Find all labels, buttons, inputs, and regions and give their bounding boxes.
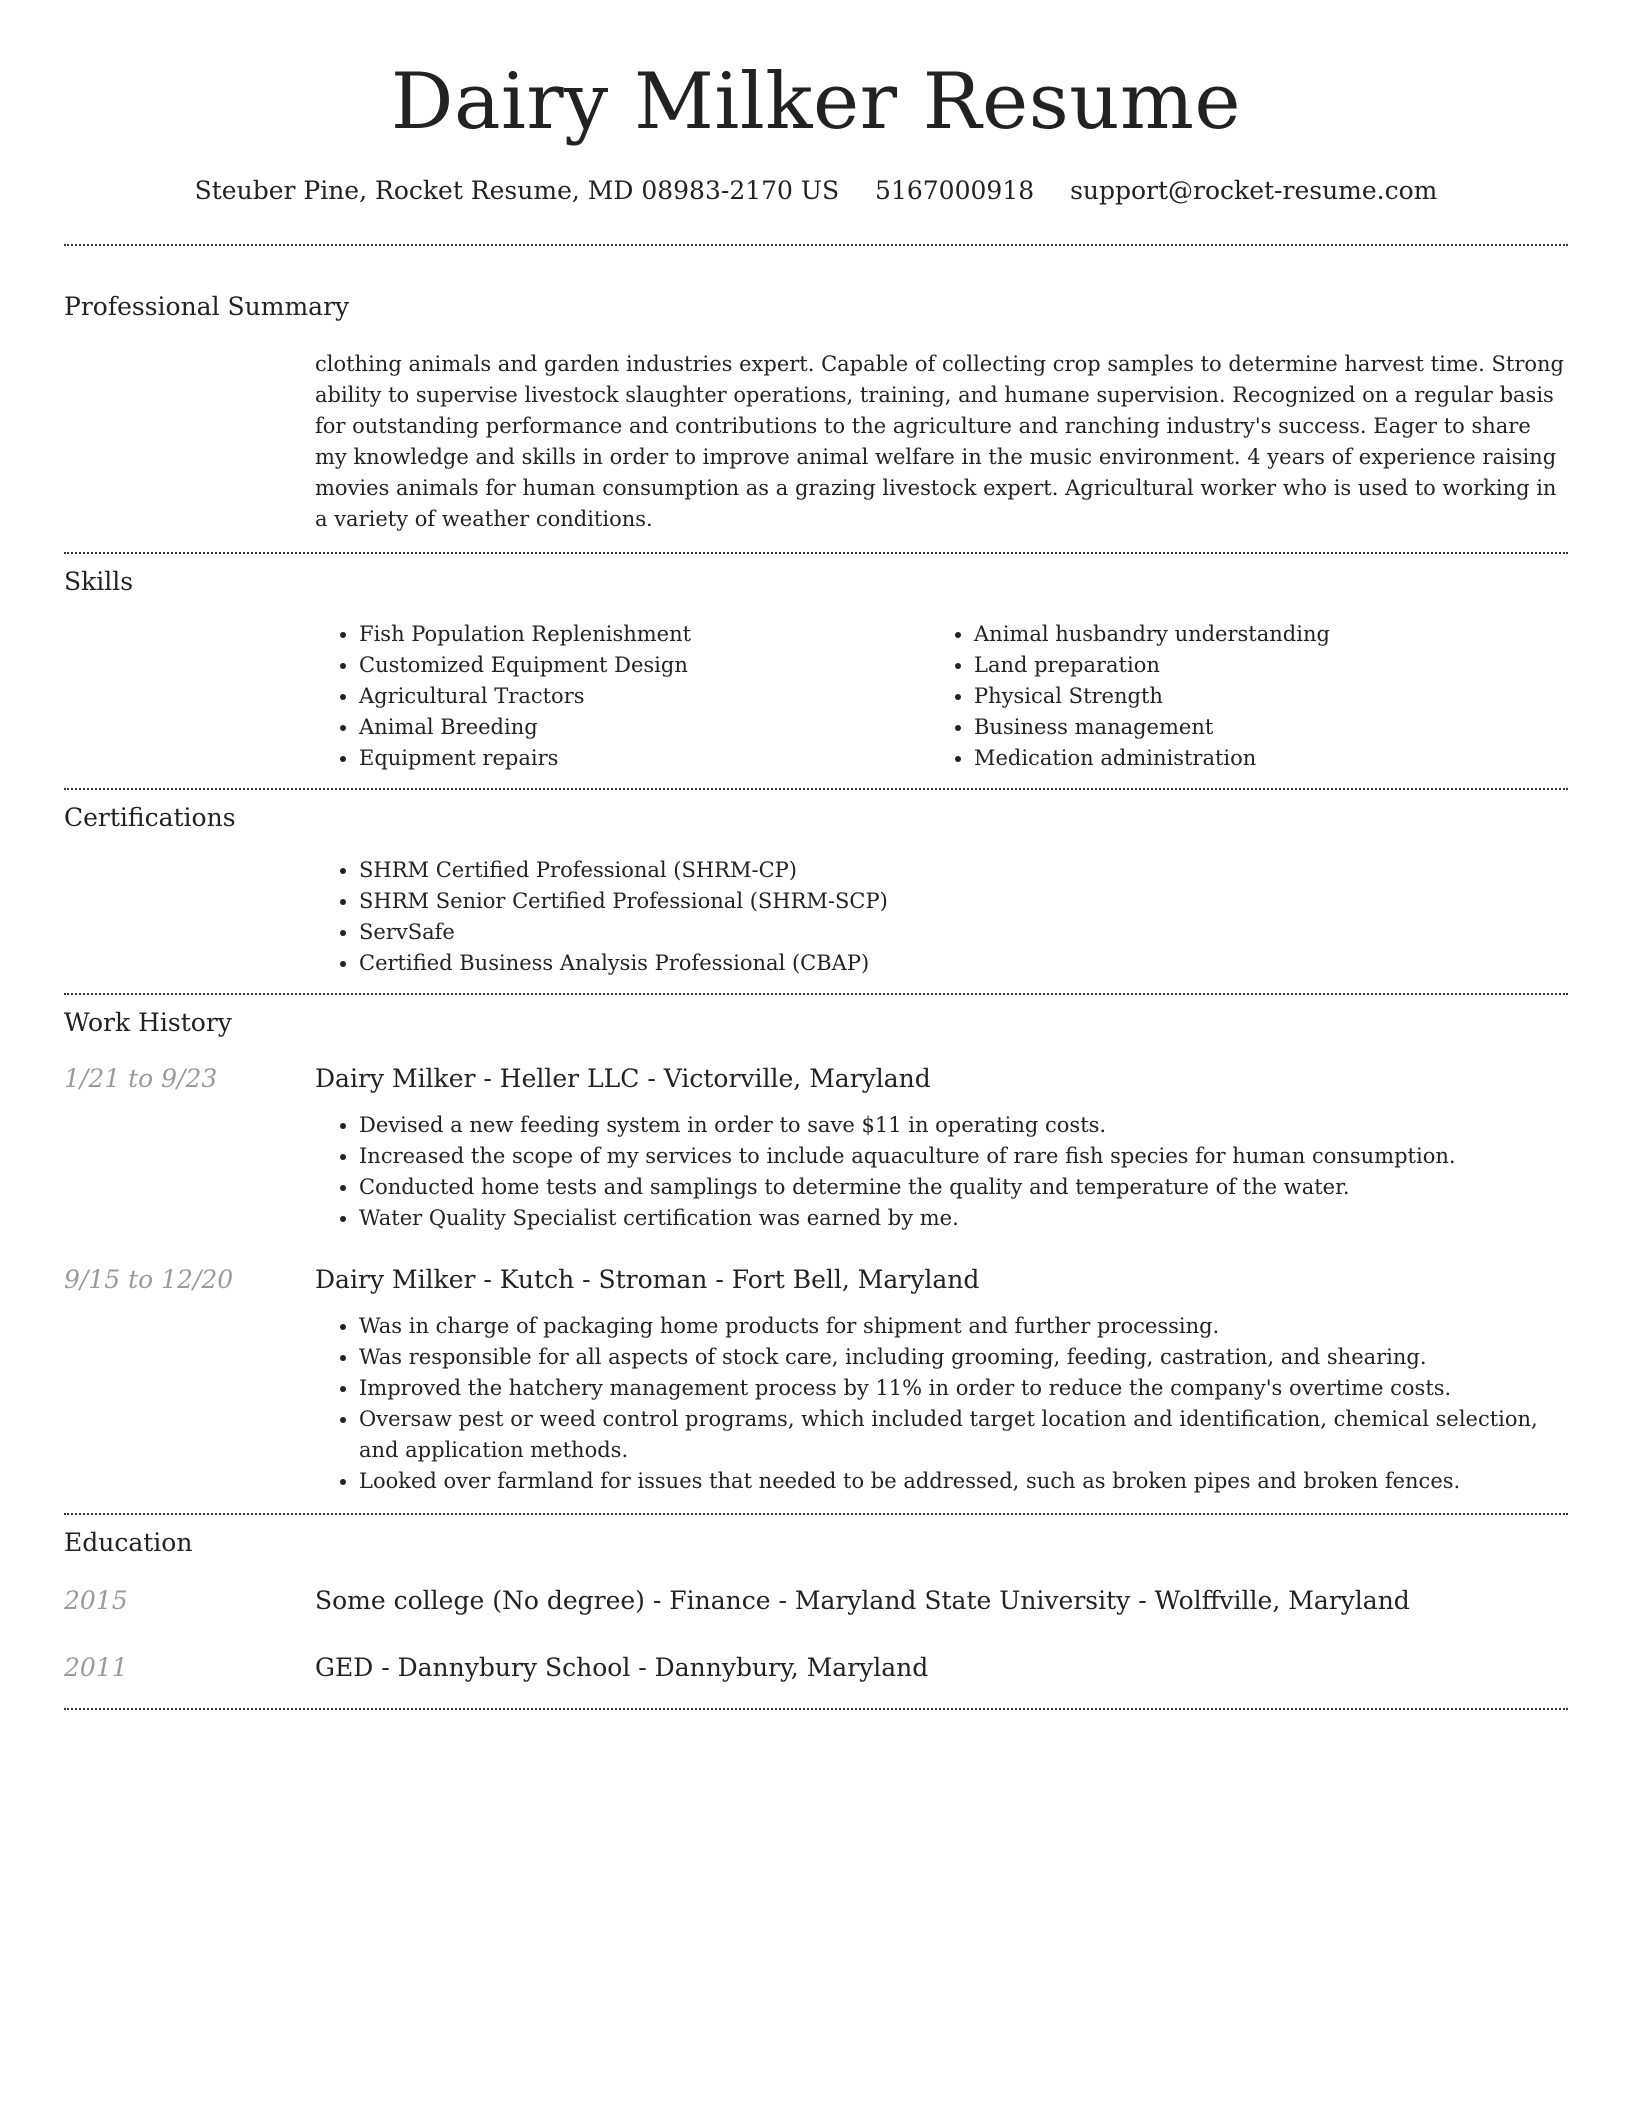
- divider: [64, 993, 1568, 995]
- education-text: Some college (No degree) - Finance - Maryland State University - Wolffville, Maryland: [315, 1586, 1410, 1615]
- job-bullets: [315, 1110, 1568, 1234]
- job-details: [315, 1110, 1568, 1234]
- certifications-section: [64, 801, 1568, 979]
- education-year: 2015: [64, 1586, 128, 1615]
- contact-line: [64, 174, 1568, 208]
- skill-item: • Animal Breeding: [359, 712, 930, 743]
- job-bullet: • Water Quality Specialist certification was earned by me.: [359, 1203, 1568, 1234]
- divider: [64, 244, 1568, 246]
- section-heading-certifications: Certifications: [64, 803, 236, 832]
- skill-item: • Business management: [974, 712, 1568, 743]
- job-bullet: • Looked over farmland for issues that needed to be addressed, such as broken pipes and broken fences.: [359, 1466, 1568, 1497]
- skill-item: • Physical Strength: [974, 681, 1568, 712]
- skill-item: • Medication administration: [974, 743, 1568, 774]
- education-entry: [64, 1584, 1568, 1618]
- job-details: [315, 1311, 1568, 1497]
- job-bullet: • Increased the scope of my services to include aquaculture of rare fish species for human consumption.: [359, 1141, 1568, 1172]
- job-title: Dairy Milker - Heller LLC - Victorville, Maryland: [315, 1064, 931, 1093]
- section-heading-work: Work History: [64, 1008, 232, 1037]
- certification-item: • SHRM Senior Certified Professional (SHRM-SCP): [359, 886, 1568, 917]
- education-text: GED - Dannybury School - Dannybury, Maryland: [315, 1653, 929, 1682]
- education-section: [64, 1526, 1568, 1685]
- summary-section: [64, 290, 1568, 535]
- skills-list-right: [930, 619, 1568, 774]
- skill-item: • Animal husbandry understanding: [974, 619, 1568, 650]
- job-dates: 1/21 to 9/23: [64, 1064, 218, 1093]
- summary-text: clothing animals and garden industries expert. Capable of collecting crop samples to determine harvest time. Strong ability to supervise livestock slaughter operations, training, and humane supervision. Recognized on a regular basis for outstanding performance and contributions to the agriculture and ranching industry's success. Eager to share my knowledge and skills in order to improve animal welfare in the music environment. 4 years of experience raising movies animals for human consumption as a grazing livestock expert. Agricultural worker who is used to working in a variety of weather conditions.: [315, 352, 1564, 531]
- contact-address: Steuber Pine, Rocket Resume, MD 08983-2170 US: [194, 176, 840, 205]
- divider: [64, 788, 1568, 790]
- job-header: [64, 1263, 1568, 1297]
- skill-item: • Equipment repairs: [359, 743, 930, 774]
- divider: [64, 1708, 1568, 1710]
- divider: [64, 1513, 1568, 1515]
- divider: [64, 552, 1568, 554]
- skill-item: • Agricultural Tractors: [359, 681, 930, 712]
- job-bullet: • Devised a new feeding system in order to save $11 in operating costs.: [359, 1110, 1568, 1141]
- job-header: [64, 1062, 1568, 1096]
- certifications-block: [315, 855, 1568, 979]
- job-bullet: • Improved the hatchery management process by 11% in order to reduce the company's overtime costs.: [359, 1373, 1568, 1404]
- contact-email: support@rocket-resume.com: [1070, 176, 1438, 205]
- skill-item: • Fish Population Replenishment: [359, 619, 930, 650]
- section-heading-summary: Professional Summary: [64, 292, 350, 321]
- skill-item: • Land preparation: [974, 650, 1568, 681]
- job-bullet: • Conducted home tests and samplings to determine the quality and temperature of the water.: [359, 1172, 1568, 1203]
- certifications-list: [315, 855, 1568, 979]
- skills-section: [64, 565, 1568, 774]
- contact-phone: 5167000918: [875, 176, 1035, 205]
- certification-item: • SHRM Certified Professional (SHRM-CP): [359, 855, 1568, 886]
- resume-title: Dairy Milker Resume: [390, 57, 1242, 147]
- skills-grid: [315, 619, 1568, 774]
- section-heading-skills: Skills: [64, 567, 134, 596]
- skills-list-left: [315, 619, 930, 774]
- certification-item: • Certified Business Analysis Professional (CBAP): [359, 948, 1568, 979]
- job-dates: 9/15 to 12/20: [64, 1265, 234, 1294]
- job-bullet: • Was in charge of packaging home products for shipment and further processing.: [359, 1311, 1568, 1342]
- job-bullet: • Oversaw pest or weed control programs, which included target location and identification, chemical selection, and application methods.: [359, 1404, 1568, 1466]
- job-bullets: [315, 1311, 1568, 1497]
- work-section: [64, 1006, 1568, 1497]
- skill-item: • Customized Equipment Design: [359, 650, 930, 681]
- job-bullet: • Was responsible for all aspects of stock care, including grooming, feeding, castration, and shearing.: [359, 1342, 1568, 1373]
- education-year: 2011: [64, 1653, 128, 1682]
- job-entry: [64, 1062, 1568, 1234]
- education-entry: [64, 1651, 1568, 1685]
- job-title: Dairy Milker - Kutch - Stroman - Fort Bell, Maryland: [315, 1265, 980, 1294]
- section-heading-education: Education: [64, 1528, 193, 1557]
- job-entry: [64, 1263, 1568, 1497]
- certification-item: • ServSafe: [359, 917, 1568, 948]
